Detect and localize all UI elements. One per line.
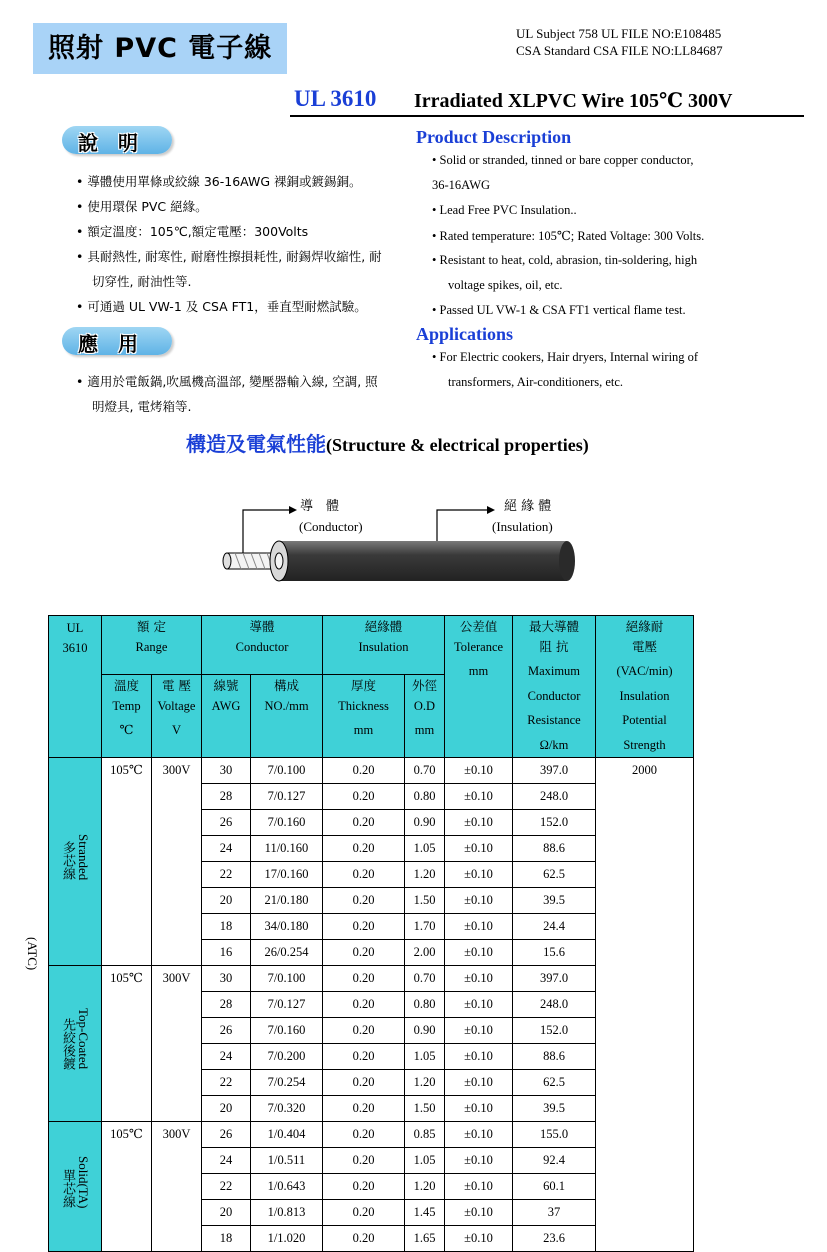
group-voltage-cell: 300V	[152, 1122, 202, 1252]
awg-cell: 24	[202, 1044, 251, 1070]
construction-cell: 1/1.020	[251, 1226, 323, 1252]
en-app-line: transformers, Air-conditioners, etc.	[448, 375, 624, 389]
tolerance-cell: ±0.10	[445, 888, 513, 914]
tolerance-cell: ±0.10	[445, 1148, 513, 1174]
od-cell: 0.90	[405, 810, 445, 836]
wire-diagram	[215, 495, 585, 595]
zh-desc-line: • 導體使用單條或絞線 36-16AWG 裸銅或鍍錫銅。	[76, 174, 362, 189]
insulation-header-cell	[323, 616, 445, 675]
table-header-row-1	[49, 616, 694, 675]
thickness-cell: 0.20	[323, 836, 405, 862]
header-rule	[290, 115, 804, 117]
tolerance-cell: ±0.10	[445, 966, 513, 992]
conductor-header-cell	[202, 616, 323, 675]
od-cell: 0.85	[405, 1122, 445, 1148]
en-desc-line: • Resistant to heat, cold, abrasion, tin-soldering, high	[432, 253, 698, 267]
tolerance-cell: ±0.10	[445, 836, 513, 862]
tolerance-cell: ±0.10	[445, 1044, 513, 1070]
awg-cell: 20	[202, 1096, 251, 1122]
resistance-cell: 152.0	[513, 810, 596, 836]
group-voltage-cell: 300V	[152, 758, 202, 966]
od-header-line: O.D	[413, 699, 436, 713]
od-cell: 1.45	[405, 1200, 445, 1226]
atc-label	[24, 937, 40, 975]
construction-cell: 7/0.127	[251, 992, 323, 1018]
resistance-cell: 88.6	[513, 1044, 596, 1070]
awg-cell: 24	[202, 1148, 251, 1174]
tolerance-cell: ±0.10	[445, 1200, 513, 1226]
od-cell: 1.05	[405, 836, 445, 862]
thickness-cell: 0.20	[323, 1044, 405, 1070]
resistance-cell: 248.0	[513, 992, 596, 1018]
voltage-header-line: Insulation	[619, 689, 670, 703]
awg-cell: 20	[202, 888, 251, 914]
od-cell: 1.20	[405, 862, 445, 888]
awg-cell: 28	[202, 992, 251, 1018]
tolerance-cell: ±0.10	[445, 758, 513, 784]
construction-cell: 11/0.160	[251, 836, 323, 862]
resistance-cell: 397.0	[513, 758, 596, 784]
wire-insulation	[270, 541, 575, 581]
table-body	[49, 758, 694, 1252]
construction-cell: 1/0.511	[251, 1148, 323, 1174]
table-row	[49, 758, 694, 784]
thickness-cell: 0.20	[323, 1122, 405, 1148]
od-cell: 0.90	[405, 1018, 445, 1044]
ul-file-line: UL Subject 758 UL FILE NO:E108485	[516, 26, 722, 41]
tolerance-cell: ±0.10	[445, 1226, 513, 1252]
tolerance-cell: ±0.10	[445, 992, 513, 1018]
construction-cell: 7/0.160	[251, 1018, 323, 1044]
zh-desc-line: • 具耐熱性, 耐寒性, 耐磨性擦損耗性, 耐錫焊收縮性, 耐	[76, 249, 382, 264]
group-temp-cell: 105℃	[102, 1122, 152, 1252]
conductor-header-en: Conductor	[235, 640, 289, 654]
awg-cell: 16	[202, 940, 251, 966]
resistance-cell: 39.5	[513, 1096, 596, 1122]
thickness-cell: 0.20	[323, 784, 405, 810]
resistance-cell: 60.1	[513, 1174, 596, 1200]
group-label-cell	[49, 966, 102, 1122]
zh-app-line: 明燈具, 電烤箱等.	[92, 399, 192, 414]
od-cell: 0.80	[405, 784, 445, 810]
awg-cell: 18	[202, 914, 251, 940]
construction-cell: 7/0.160	[251, 810, 323, 836]
thickness-cell: 0.20	[323, 992, 405, 1018]
group-label-en: Stranded	[76, 833, 91, 881]
awg-cell: 20	[202, 1200, 251, 1226]
temp-header-line: Temp	[112, 699, 141, 713]
model-description: Irradiated XLPVC Wire 105℃ 300V	[414, 90, 733, 112]
od-cell: 1.50	[405, 888, 445, 914]
construction-cell: 1/0.643	[251, 1174, 323, 1200]
resistance-header-line: Conductor	[527, 689, 581, 703]
resistance-header-cell	[513, 616, 596, 758]
resistance-cell: 92.4	[513, 1148, 596, 1174]
insulation-header-en: Insulation	[358, 640, 409, 654]
volt-header-cell	[152, 675, 202, 758]
construction-cell: 7/0.320	[251, 1096, 323, 1122]
zh-description-heading: 說明	[78, 131, 158, 155]
thickness-cell: 0.20	[323, 1226, 405, 1252]
group-label-en: Top-Coated	[76, 1008, 91, 1070]
od-cell: 1.70	[405, 914, 445, 940]
thickness-cell: 0.20	[323, 810, 405, 836]
no-mm-header-cell	[251, 675, 323, 758]
od-cell: 0.70	[405, 758, 445, 784]
construction-cell: 7/0.254	[251, 1070, 323, 1096]
group-label-cell	[49, 1122, 102, 1252]
resistance-header-line: 最大導體	[528, 619, 579, 634]
ul-header-line: 3610	[62, 641, 88, 655]
conductor-label-zh: 導 體	[300, 499, 340, 514]
en-desc-line: • Passed UL VW-1 & CSA FT1 vertical flame test.	[432, 303, 686, 317]
voltage-header-line: Strength	[623, 738, 666, 752]
resistance-cell: 24.4	[513, 914, 596, 940]
tolerance-header-line: 公差值	[459, 619, 498, 634]
group-temp-cell: 105℃	[102, 758, 152, 966]
voltage-header-line: Potential	[622, 713, 667, 727]
voltage-header-line: 絕緣耐	[625, 619, 664, 634]
resistance-cell: 397.0	[513, 966, 596, 992]
tolerance-cell: ±0.10	[445, 1122, 513, 1148]
spec-table	[48, 615, 694, 1252]
resistance-cell: 248.0	[513, 784, 596, 810]
no-mm-header-line: NO./mm	[264, 699, 309, 713]
od-cell: 1.65	[405, 1226, 445, 1252]
od-header-cell	[405, 675, 445, 758]
zh-app-line: • 適用於電飯鍋,吹風機高溫部, 變壓器輸入線, 空調, 照	[76, 374, 378, 389]
voltage-header-line: 電壓	[631, 639, 657, 654]
atc-label-text: (ATC)	[25, 937, 40, 971]
resistance-cell: 37	[513, 1200, 596, 1226]
en-description-heading: Product Description	[416, 127, 572, 147]
od-cell: 1.20	[405, 1070, 445, 1096]
construction-cell: 26/0.254	[251, 940, 323, 966]
no-mm-header-line: 構成	[273, 678, 299, 693]
group-label-zh: 單芯線	[60, 1169, 75, 1209]
insulation-header-zh: 絕緣體	[364, 619, 403, 634]
zh-desc-line: • 使用環保 PVC 絕緣。	[76, 199, 208, 214]
resistance-cell: 152.0	[513, 1018, 596, 1044]
en-desc-line: • Lead Free PVC Insulation..	[432, 203, 577, 217]
resistance-cell: 155.0	[513, 1122, 596, 1148]
awg-cell: 26	[202, 810, 251, 836]
awg-cell: 26	[202, 1122, 251, 1148]
awg-header-line: AWG	[211, 699, 241, 713]
thickness-cell: 0.20	[323, 966, 405, 992]
resistance-header-line: 阻 抗	[539, 639, 569, 654]
resistance-cell: 88.6	[513, 836, 596, 862]
insulation-pointer	[437, 506, 495, 543]
en-desc-line: voltage spikes, oil, etc.	[448, 278, 563, 292]
structure-title-en: (Structure & electrical properties)	[326, 435, 589, 455]
awg-cell: 22	[202, 862, 251, 888]
ul-header-cell	[49, 616, 102, 758]
tolerance-cell: ±0.10	[445, 940, 513, 966]
group-label-en: Solid(TA)	[76, 1155, 91, 1209]
resistance-header-line: Maximum	[527, 664, 581, 678]
construction-cell: 7/0.127	[251, 784, 323, 810]
tolerance-cell: ±0.10	[445, 1174, 513, 1200]
thickness-header-line: Thickness	[338, 699, 389, 713]
tolerance-cell: ±0.10	[445, 1070, 513, 1096]
thickness-cell: 0.20	[323, 1018, 405, 1044]
od-cell: 1.50	[405, 1096, 445, 1122]
awg-cell: 28	[202, 784, 251, 810]
resistance-cell: 62.5	[513, 862, 596, 888]
temp-header-line: 溫度	[113, 678, 139, 693]
temp-header-line: ℃	[119, 723, 134, 737]
conductor-header-zh: 導體	[249, 619, 275, 634]
od-cell: 2.00	[405, 940, 445, 966]
thickness-header-line: mm	[353, 723, 374, 737]
tolerance-cell: ±0.10	[445, 810, 513, 836]
en-desc-line: 36-16AWG	[432, 178, 491, 192]
insulation-voltage-cell: 2000	[596, 758, 694, 1252]
tolerance-cell: ±0.10	[445, 784, 513, 810]
awg-cell: 22	[202, 1174, 251, 1200]
awg-cell: 30	[202, 758, 251, 784]
thickness-cell: 0.20	[323, 1148, 405, 1174]
zh-desc-line: • 可通過 UL VW-1 及 CSA FT1，垂直型耐燃試驗。	[76, 299, 367, 314]
od-cell: 1.05	[405, 1044, 445, 1070]
tolerance-cell: ±0.10	[445, 1096, 513, 1122]
awg-cell: 26	[202, 1018, 251, 1044]
construction-cell: 1/0.813	[251, 1200, 323, 1226]
structure-title	[186, 428, 589, 457]
construction-cell: 7/0.100	[251, 758, 323, 784]
resistance-header-line: Resistance	[527, 713, 581, 727]
en-desc-line: • Solid or stranded, tinned or bare copper conductor,	[432, 153, 694, 167]
od-header-line: mm	[414, 723, 435, 737]
tolerance-header-cell	[445, 616, 513, 758]
od-cell: 0.80	[405, 992, 445, 1018]
resistance-cell: 39.5	[513, 888, 596, 914]
volt-header-line: 電 壓	[162, 678, 191, 693]
zh-desc-line: 切穿性, 耐油性等.	[92, 274, 192, 289]
thickness-cell: 0.20	[323, 1174, 405, 1200]
csa-file-line: CSA Standard CSA FILE NO:LL84687	[516, 43, 723, 58]
awg-cell: 30	[202, 966, 251, 992]
range-header-zh: 額 定	[137, 619, 166, 634]
thickness-header-line: 厚度	[350, 678, 376, 693]
od-cell: 0.70	[405, 966, 445, 992]
zh-desc-line: • 額定溫度：105℃,額定電壓：300Volts	[76, 224, 309, 239]
zh-applications-heading: 應用	[78, 332, 158, 356]
en-desc-line: • Rated temperature: 105℃; Rated Voltage: 300 Volts.	[432, 229, 705, 243]
awg-cell: 22	[202, 1070, 251, 1096]
od-cell: 1.05	[405, 1148, 445, 1174]
en-app-line: • For Electric cookers, Hair dryers, Internal wiring of	[432, 350, 699, 364]
group-voltage-cell: 300V	[152, 966, 202, 1122]
thickness-cell: 0.20	[323, 758, 405, 784]
od-header-line: 外徑	[411, 678, 437, 693]
conductor-label-en: (Conductor)	[299, 519, 363, 534]
construction-cell: 7/0.100	[251, 966, 323, 992]
insulation-label-en: (Insulation)	[492, 519, 553, 534]
construction-cell: 1/0.404	[251, 1122, 323, 1148]
construction-cell: 34/0.180	[251, 914, 323, 940]
voltage-header-line: (VAC/min)	[616, 664, 673, 678]
group-temp-cell: 105℃	[102, 966, 152, 1122]
resistance-cell: 23.6	[513, 1226, 596, 1252]
model-number: UL 3610	[294, 86, 377, 111]
structure-title-zh: 構造及電氣性能	[186, 432, 326, 456]
thickness-cell: 0.20	[323, 1096, 405, 1122]
thickness-header-cell	[323, 675, 405, 758]
volt-header-line: V	[171, 723, 182, 737]
construction-cell: 7/0.200	[251, 1044, 323, 1070]
od-cell: 1.20	[405, 1174, 445, 1200]
page-title: 照射 PVC 電子線	[48, 33, 273, 64]
ul-header-line: UL	[66, 621, 84, 635]
voltage-header-cell	[596, 616, 694, 758]
tolerance-header-line: mm	[468, 664, 489, 678]
range-header-en: Range	[135, 640, 168, 654]
range-header-cell	[102, 616, 202, 675]
tolerance-header-line: Tolerance	[453, 640, 504, 654]
volt-header-line: Voltage	[157, 699, 196, 713]
group-label-zh: 多芯線	[60, 841, 75, 881]
thickness-cell: 0.20	[323, 1200, 405, 1226]
thickness-cell: 0.20	[323, 940, 405, 966]
construction-cell: 21/0.180	[251, 888, 323, 914]
awg-header-cell	[202, 675, 251, 758]
group-label-cell	[49, 758, 102, 966]
thickness-cell: 0.20	[323, 888, 405, 914]
tolerance-cell: ±0.10	[445, 862, 513, 888]
group-label-zh: 先絞後鍍	[60, 1017, 75, 1070]
awg-cell: 18	[202, 1226, 251, 1252]
tolerance-cell: ±0.10	[445, 1018, 513, 1044]
thickness-cell: 0.20	[323, 1070, 405, 1096]
en-applications-heading: Applications	[416, 324, 514, 344]
tolerance-cell: ±0.10	[445, 914, 513, 940]
thickness-cell: 0.20	[323, 862, 405, 888]
resistance-header-line: Ω/km	[539, 738, 569, 752]
resistance-cell: 62.5	[513, 1070, 596, 1096]
construction-cell: 17/0.160	[251, 862, 323, 888]
temp-header-cell	[102, 675, 152, 758]
awg-cell: 24	[202, 836, 251, 862]
insulation-label-zh: 絕 緣 體	[504, 499, 552, 514]
thickness-cell: 0.20	[323, 914, 405, 940]
resistance-cell: 15.6	[513, 940, 596, 966]
awg-header-line: 線號	[213, 678, 239, 693]
